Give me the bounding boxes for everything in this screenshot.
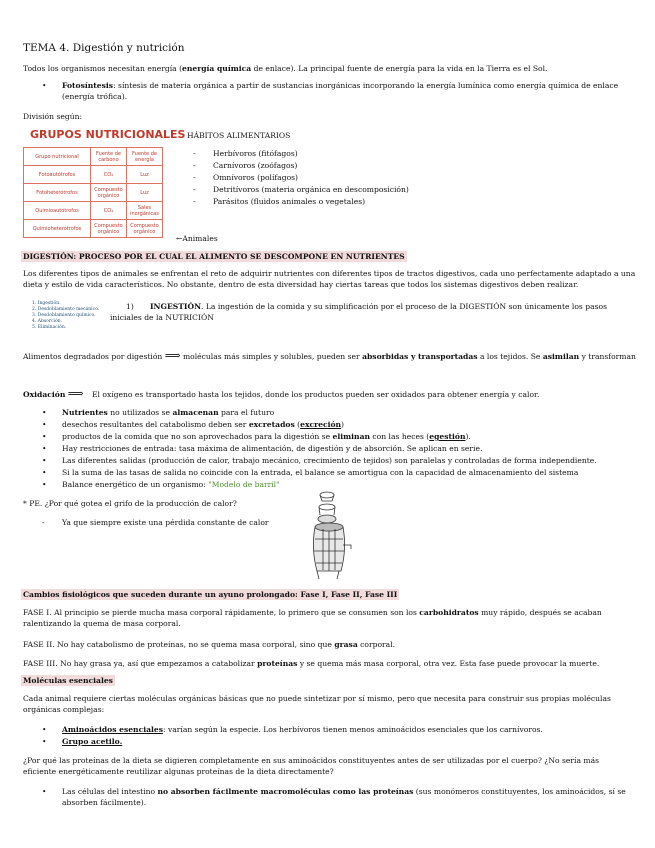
intro-text-b: de enlace). La principal fuente de energía para la vida en la Tierra es el Sol.	[251, 64, 548, 73]
list-item: 1. Ingestión.	[32, 301, 61, 306]
acetilo-bold: Grupo acetilo.	[62, 737, 123, 746]
fase-text: corporal.	[357, 640, 396, 649]
habito-item: - Parásitos (fluidos animales o vegetales)	[213, 196, 365, 207]
oxidacion-line	[23, 388, 539, 400]
table-cell: Luz	[127, 184, 163, 202]
celulas-text: Las células del intestino	[62, 787, 158, 796]
intro-text-a: Todos los organismos necesitan energía (	[23, 64, 183, 73]
celulas-bold: no absorben fácilmente macromoléculas como las proteínas	[157, 787, 414, 796]
degradados-bold: absorbidas y transportadas	[362, 352, 478, 361]
table-header-cell: Grupo nutricional	[24, 148, 91, 166]
table-header-cell: Fuente de carbono	[91, 148, 127, 166]
fase3-paragraph	[23, 658, 599, 669]
habito-item: - Detritívoros (materia orgánica en descomposición)	[213, 184, 409, 195]
list-item	[62, 407, 274, 418]
list-item: • Las diferentes salidas (producción de calor, trabajo mecánico, crecimiento de tejidos) son paralelas y controladas de forma independiente.	[62, 455, 597, 466]
page-title: TEMA 4. Digestión y nutrición	[23, 42, 185, 54]
list-item	[62, 724, 543, 735]
bullet-text: Balance energético de un organismo:	[62, 480, 209, 489]
list-item: • Hay restricciones de entrada: tasa máxima de alimentación, de digestión y de absorción. Se aplican en serie.	[62, 443, 482, 454]
implies-arrow-icon: ⟹	[67, 387, 84, 400]
bullet-bold: excretados	[248, 420, 295, 429]
degradados-text: y transforman	[579, 352, 636, 361]
celulas-bullet	[62, 786, 632, 808]
pe-answer: - Ya que siempre existe una pérdida constante de calor	[62, 517, 269, 528]
bullet-green-text: "Modelo de barril"	[208, 480, 280, 489]
table-row	[24, 166, 163, 184]
degradados-text: Alimentos degradados por digestión	[23, 352, 165, 361]
table-cell: Sales inorgánicas	[127, 202, 163, 220]
bullet-text: productos de la comida que no son aprovechados para la digestión se	[62, 432, 333, 441]
grupos-table	[23, 147, 163, 238]
foto-bold: Fotosíntesis	[62, 81, 114, 90]
degradados-text: moléculas más simples y solubles, pueden ser	[180, 352, 363, 361]
pregunta-paragraph: ¿Por qué las proteínas de la dieta se digieren completamente en sus aminoácidos constituyentes antes de ser utilizadas por el cuerpo? ¿No sería más eficiente energéticamente reutilizar algunas proteínas de la dieta directamente?	[23, 756, 600, 776]
intro-bold: energía química	[182, 64, 252, 73]
bullet-text: con las heces (	[370, 432, 430, 441]
bullet-underlined: excreción	[300, 420, 342, 429]
moleculas-heading: Moléculas esenciales	[23, 676, 113, 685]
list-item	[62, 419, 344, 430]
ingestion-paragraph	[110, 301, 630, 323]
fase1-paragraph	[23, 607, 633, 629]
barrel-model-illustration	[305, 487, 355, 582]
bullet-underlined: egestión	[429, 432, 466, 441]
ayuno-heading: Cambios fisiológicos que suceden durante un ayuno prolongado: Fase I, Fase II, Fase III	[23, 590, 398, 599]
fase-bold: grasa	[334, 640, 358, 649]
digestion-heading: DIGESTIÓN: PROCESO POR EL CUAL EL ALIMENTO SE DESCOMPONE EN NUTRIENTES	[23, 252, 405, 261]
fase-bold: carbohidratos	[419, 608, 479, 617]
bullet-text: )	[341, 420, 345, 429]
degradados-text: a los tejidos. Se	[477, 352, 543, 361]
amino-text: : varían según la especie. Los herbívoros tienen menos aminoácidos esenciales que los carnívoros.	[163, 725, 543, 734]
fase-text: FASE I. Al principio se pierde mucha masa corporal rápidamente, lo primero que se consumen son los	[23, 608, 420, 617]
steps-list	[32, 301, 99, 331]
list-item: 3. Desdoblamiento químico.	[32, 313, 96, 318]
fase-bold: proteínas	[257, 659, 298, 668]
intro-paragraph	[23, 63, 547, 74]
table-cell: CO₂	[91, 166, 127, 184]
bullet-bold: almacenan	[172, 408, 219, 417]
table-header-row	[24, 148, 163, 166]
table-row	[24, 220, 163, 238]
fase-text: muy rápido, después se acaban ralentizando la quema de masa corporal.	[23, 608, 602, 628]
degradados-paragraph	[23, 350, 638, 363]
amino-bold: Aminoácidos esenciales	[62, 725, 163, 734]
habito-item: - Herbívoros (fitófagos)	[213, 148, 298, 159]
list-item	[62, 479, 280, 490]
bullet-text: ).	[465, 432, 471, 441]
table-cell: Fotoautótrofos	[24, 166, 91, 184]
habito-item: - Omnívoros (polífagos)	[213, 172, 298, 183]
bullet-text: no utilizados se	[107, 408, 173, 417]
table-cell: Compuesto orgánico	[91, 220, 127, 238]
pe-question: * PE. ¿Por qué gotea el grifo de la producción de calor?	[23, 499, 237, 508]
table-cell: CO₂	[91, 202, 127, 220]
animales-arrow-label: ←Animales	[176, 234, 218, 243]
bullet-text: para el futuro	[218, 408, 275, 417]
list-item: 4. Absorción.	[32, 319, 63, 324]
table-header-cell: Fuente de energía	[127, 148, 163, 166]
bullet-bold: Nutrientes	[62, 408, 108, 417]
table-row	[24, 202, 163, 220]
digestion-paragraph: Los diferentes tipos de animales se enfrentan el reto de adquirir nutrientes con diferentes tipos de tractos digestivos, cada uno perfectamente adaptado a una dieta y estilo de vida característicos. No obstante, dentro de esta diversidad hay ciertas tareas que todos los sistemas digestivos deben realizar.	[23, 269, 636, 289]
habito-item: - Carnívoros (zoófagos)	[213, 160, 297, 171]
fase-text: FASE II. No hay catabolismo de proteínas, no se quema masa corporal, sino que	[23, 640, 335, 649]
list-item	[62, 431, 471, 442]
ingestion-text: . La ingestión de la comida y su simplificación por el proceso de la DIGESTIÓN son únicamente los pasos iniciales de la NUTRICIÓN	[110, 302, 607, 322]
fase-text: y se quema más masa corporal, otra vez. Esta fase puede provocar la muerte.	[297, 659, 600, 668]
grupos-title: GRUPOS NUTRICIONALES	[30, 128, 186, 141]
list-item: 2. Desdoblamiento mecánico.	[32, 307, 100, 312]
list-item	[62, 736, 122, 747]
fotosintesis-bullet	[62, 80, 632, 102]
table-cell: Compuesto orgánico	[91, 184, 127, 202]
list-item: 5. Eliminación.	[32, 325, 67, 330]
bullet-bold: eliminan	[332, 432, 371, 441]
ingestion-number: 1)	[126, 302, 134, 311]
habitos-title: HÁBITOS ALIMENTARIOS	[187, 131, 291, 140]
implies-arrow-icon: ⟹	[164, 349, 181, 362]
division-label: División según:	[23, 112, 83, 121]
degradados-bold: asimilan	[542, 352, 580, 361]
table-cell: Compuesto orgánico	[127, 220, 163, 238]
table-cell: Fotoheterótrofos	[24, 184, 91, 202]
oxidacion-text: El oxígeno es transportado hasta los tejidos, donde los productos pueden ser oxidados para obtener energía y calor.	[91, 390, 540, 399]
bullet-text: desechos resultantes del catabolismo deben ser	[62, 420, 249, 429]
fase2-paragraph	[23, 639, 395, 650]
foto-text: : síntesis de materia orgánica a partir de sustancias inorgánicas incorporando la energía lumínica como energía química de enlace (energía trófica).	[62, 81, 619, 101]
fase-text: FASE III. No hay grasa ya, así que empezamos a catabolizar	[23, 659, 258, 668]
bullet-text: (	[294, 420, 301, 429]
table-cell: Luz	[127, 166, 163, 184]
table-cell: Quimioheterótrofos	[24, 220, 91, 238]
ingestion-bold: INGESTIÓN	[150, 302, 202, 311]
moleculas-paragraph: Cada animal requiere ciertas moléculas orgánicas básicas que no puede sintetizar por sí mismo, pero que necesita para construir sus propias moléculas orgánicas complejas:	[23, 694, 611, 714]
oxidacion-bold: Oxidación	[23, 390, 66, 399]
list-item: • Si la suma de las tasas de salida no coincide con la entrada, el balance se amortigua con la capacidad de almacenamiento del sistema	[62, 467, 578, 478]
table-row	[24, 184, 163, 202]
table-cell: Quimioautótrofos	[24, 202, 91, 220]
celulas-text: (sus monómeros constituyentes, los aminoácidos, sí se absorben fácilmente).	[62, 787, 626, 807]
